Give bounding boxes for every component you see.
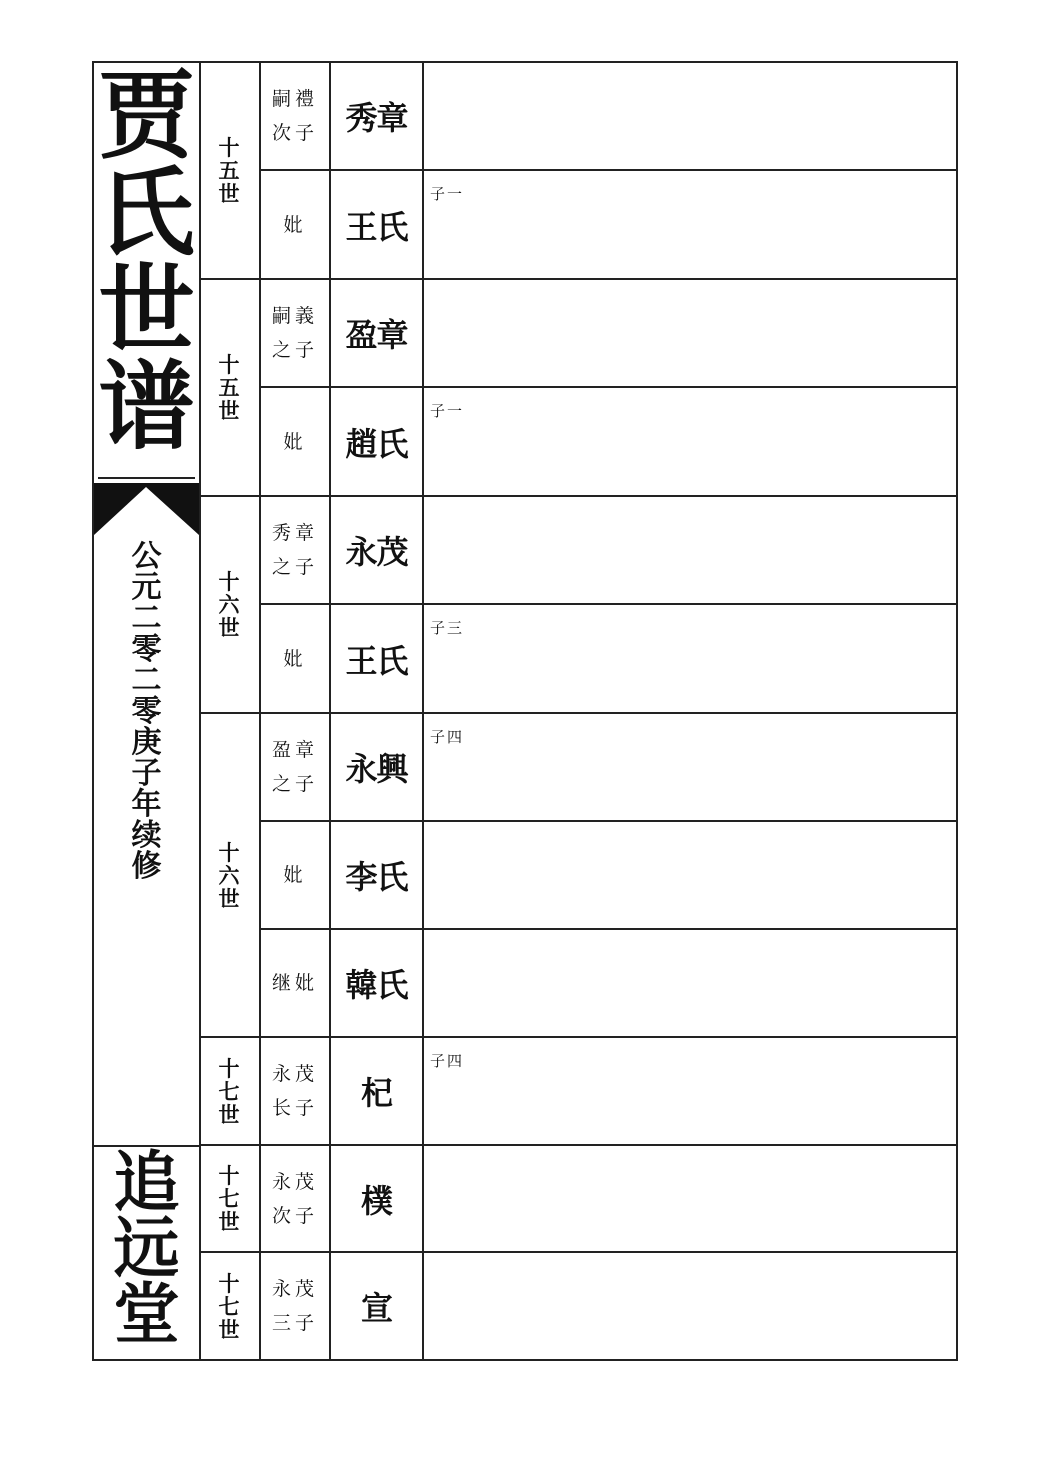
hall-name bbox=[94, 1145, 199, 1361]
relation-text: 继妣 bbox=[271, 972, 318, 994]
generation-char: 十 bbox=[218, 352, 240, 377]
generation-cell bbox=[199, 1146, 259, 1253]
person-name: 趙氏 bbox=[345, 424, 408, 463]
note-text: 子一 bbox=[430, 185, 465, 203]
generation-char: 世 bbox=[218, 615, 240, 640]
relation-cell bbox=[261, 930, 331, 1036]
relation-cell bbox=[261, 171, 331, 278]
note-text: 子三 bbox=[430, 619, 465, 637]
name-cell bbox=[331, 171, 424, 278]
note-text: 子四 bbox=[430, 1052, 465, 1070]
note-text: 子一 bbox=[430, 402, 465, 420]
edition-char: 庚 bbox=[131, 725, 162, 760]
title-notch-ornament bbox=[94, 483, 199, 535]
generation-cell bbox=[199, 497, 259, 714]
generation-char: 十 bbox=[218, 569, 240, 594]
title-char: 氏 bbox=[98, 156, 195, 269]
genealogy-page-frame bbox=[92, 61, 958, 1361]
generation-char: 世 bbox=[218, 181, 240, 206]
name-cell bbox=[331, 497, 424, 603]
edition-note bbox=[94, 541, 199, 1141]
relation-cell bbox=[261, 1038, 331, 1144]
person-name: 李氏 bbox=[345, 858, 408, 896]
name-cell bbox=[331, 280, 424, 386]
table-row bbox=[261, 1146, 958, 1253]
name-cell bbox=[331, 822, 424, 928]
relation-cell bbox=[261, 388, 331, 495]
table-row bbox=[261, 605, 958, 714]
name-cell bbox=[331, 605, 424, 712]
generation-char: 十 bbox=[218, 1163, 240, 1188]
title-char: 世 bbox=[98, 253, 195, 366]
generation-char: 十 bbox=[218, 1270, 240, 1296]
note-cell bbox=[424, 930, 958, 1036]
person-name: 王氏 bbox=[345, 207, 408, 246]
table-row bbox=[261, 171, 958, 280]
name-cell bbox=[331, 1146, 424, 1251]
generation-char: 世 bbox=[218, 1209, 240, 1234]
person-name: 永茂 bbox=[345, 533, 408, 571]
generation-cell bbox=[199, 63, 259, 280]
edition-char: 续 bbox=[131, 818, 162, 853]
edition-char: 年 bbox=[131, 787, 162, 822]
generation-char: 世 bbox=[218, 1316, 240, 1342]
table-row bbox=[261, 822, 958, 930]
name-cell bbox=[331, 930, 424, 1036]
generation-cell bbox=[199, 1253, 259, 1359]
table-row bbox=[261, 930, 958, 1038]
generation-char: 世 bbox=[218, 885, 240, 911]
relation-cell bbox=[261, 63, 331, 169]
note-cell bbox=[424, 280, 958, 386]
relation-text: 永茂三子 bbox=[271, 1278, 318, 1334]
generation-char: 十 bbox=[218, 135, 240, 160]
relation-cell bbox=[261, 280, 331, 386]
generation-char: 五 bbox=[218, 375, 240, 400]
title-char: 谱 bbox=[98, 350, 195, 463]
person-name: 杞 bbox=[360, 1074, 392, 1112]
generation-cell bbox=[199, 1038, 259, 1146]
note-cell bbox=[424, 63, 958, 169]
name-cell bbox=[331, 714, 424, 820]
generation-char: 七 bbox=[218, 1186, 240, 1211]
note-cell bbox=[424, 497, 958, 603]
relation-text: 永茂次子 bbox=[271, 1170, 318, 1227]
generation-char: 十 bbox=[218, 1055, 240, 1081]
note-cell bbox=[424, 714, 958, 820]
generation-char: 世 bbox=[218, 1101, 240, 1127]
name-cell bbox=[331, 1038, 424, 1144]
relation-text: 妣 bbox=[283, 430, 307, 453]
person-name: 永興 bbox=[345, 750, 408, 788]
person-name: 王氏 bbox=[345, 641, 408, 680]
relation-text: 妣 bbox=[283, 213, 307, 236]
relation-cell bbox=[261, 605, 331, 712]
note-cell bbox=[424, 1253, 958, 1359]
person-name: 盈章 bbox=[345, 316, 408, 354]
relation-text: 妣 bbox=[283, 647, 307, 670]
generation-char: 七 bbox=[218, 1293, 240, 1319]
note-cell bbox=[424, 822, 958, 928]
note-cell bbox=[424, 388, 958, 495]
table-row bbox=[261, 497, 958, 605]
generation-cell bbox=[199, 714, 259, 1038]
generation-char: 五 bbox=[218, 158, 240, 183]
edition-char: 修 bbox=[131, 849, 162, 884]
person-name: 韓氏 bbox=[345, 966, 408, 1004]
relation-text: 秀章之子 bbox=[271, 522, 318, 578]
note-cell bbox=[424, 605, 958, 712]
edition-char: 元 bbox=[131, 570, 162, 605]
title-rule bbox=[98, 477, 195, 479]
relation-cell bbox=[261, 1146, 331, 1251]
book-title bbox=[94, 59, 199, 477]
name-cell bbox=[331, 1253, 424, 1359]
generation-char: 六 bbox=[218, 592, 240, 617]
note-cell bbox=[424, 1038, 958, 1144]
name-cell bbox=[331, 388, 424, 495]
relation-text: 妣 bbox=[283, 864, 307, 886]
hall-char: 追 bbox=[113, 1143, 180, 1221]
relation-text: 永茂长子 bbox=[271, 1063, 318, 1119]
edition-char: 零 bbox=[131, 694, 162, 729]
hall-char: 远 bbox=[113, 1209, 180, 1287]
person-name: 樸 bbox=[360, 1181, 392, 1220]
person-name: 宣 bbox=[360, 1289, 392, 1327]
relation-text: 盈章之子 bbox=[271, 739, 318, 795]
edition-char: 二 bbox=[131, 601, 162, 636]
generation-char: 六 bbox=[218, 862, 240, 888]
name-cell bbox=[331, 63, 424, 169]
edition-char: 公 bbox=[131, 539, 162, 574]
relation-cell bbox=[261, 1253, 331, 1359]
generation-char: 七 bbox=[218, 1078, 240, 1104]
note-cell bbox=[424, 1146, 958, 1251]
relation-cell bbox=[261, 497, 331, 603]
generation-char: 十 bbox=[218, 839, 240, 865]
hall-char: 堂 bbox=[113, 1275, 180, 1353]
note-cell bbox=[424, 171, 958, 278]
edition-char: 二 bbox=[131, 663, 162, 698]
table-row bbox=[261, 1253, 958, 1359]
generation-char: 世 bbox=[218, 398, 240, 423]
relation-cell bbox=[261, 714, 331, 820]
table-row bbox=[261, 1038, 958, 1146]
edition-char: 零 bbox=[131, 632, 162, 667]
note-text: 子四 bbox=[430, 728, 465, 746]
person-name: 秀章 bbox=[345, 99, 408, 137]
generation-column bbox=[199, 63, 261, 1359]
table-row bbox=[261, 714, 958, 822]
relation-text: 嗣禮次子 bbox=[271, 88, 318, 144]
relation-cell bbox=[261, 822, 331, 928]
relation-text: 嗣義之子 bbox=[271, 305, 318, 361]
table-row bbox=[261, 280, 958, 388]
edition-char: 子 bbox=[131, 756, 162, 791]
table-row bbox=[261, 63, 958, 171]
side-title-column bbox=[94, 59, 201, 1359]
generation-cell bbox=[199, 280, 259, 497]
title-char: 贾 bbox=[98, 59, 195, 172]
genealogy-table bbox=[199, 63, 958, 1359]
table-row bbox=[261, 388, 958, 497]
